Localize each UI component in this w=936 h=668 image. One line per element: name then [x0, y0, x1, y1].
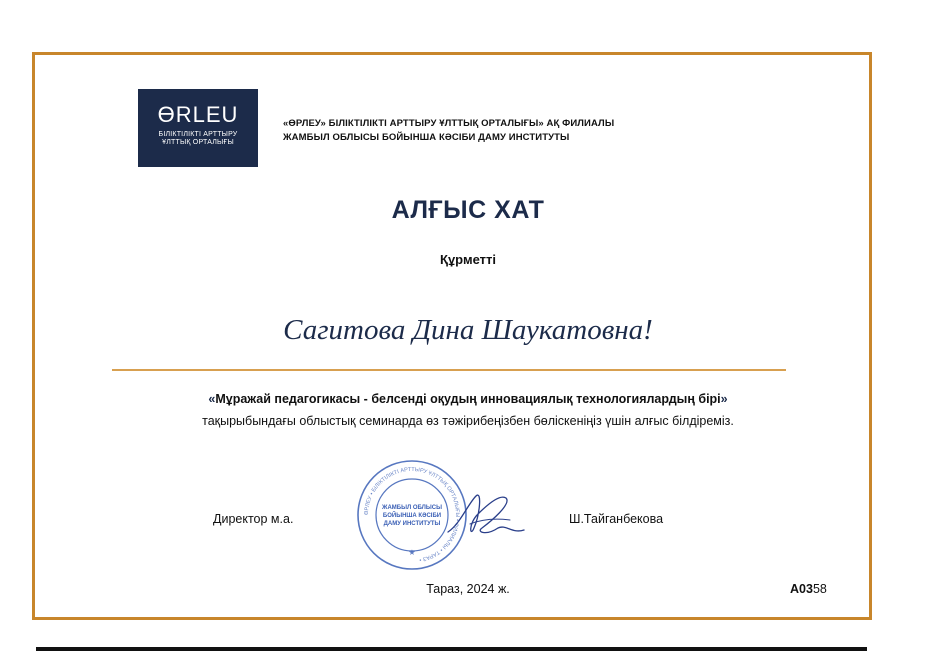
header-line2: ЖАМБЫЛ ОБЛЫСЫ БОЙЫНША КӘСІБИ ДАМУ ИНСТИТУТЫ: [283, 132, 570, 143]
topic-open-quote: «: [208, 392, 216, 406]
logo-wordmark: ƟRLEU: [157, 102, 239, 127]
salutation: Құрметті: [440, 252, 496, 267]
logo-subtitle-line2: ҰЛТТЫҚ ОРТАЛЫҒЫ: [162, 139, 234, 146]
svg-text:★: ★: [408, 548, 416, 557]
bottom-rule: [36, 647, 867, 651]
logo-subtitle-line1: БІЛІКТІЛІКТІ АРТТЫРУ: [158, 131, 238, 138]
stamp-line1: ЖАМБЫЛ ОБЛЫСЫ: [382, 505, 442, 511]
topic-close-quote: »: [720, 392, 728, 406]
handwritten-signature: [440, 484, 530, 546]
signer-position: Директор м.а.: [213, 512, 294, 526]
place-and-date: Тараз, 2024 ж.: [426, 582, 510, 596]
recipient-name: Сагитова Дина Шаукатовна!: [283, 314, 653, 346]
organization-header: [283, 117, 614, 145]
orleu-logo: [138, 89, 258, 167]
topic-text: Мұражай педагогикасы - белсенді оқудың инновациялық технологиялардың бірі: [215, 392, 721, 406]
document-number-suffix: 58: [812, 582, 827, 596]
svg-text:ӨРЛЕУ • БІЛІКТІЛІКТІ АРТТЫРУ Ұ: ӨРЛЕУ • БІЛІКТІЛІКТІ АРТТЫРУ ҰЛТТЫҚ ОРТАЛЫҒЫ • ФИЛИАЛЫ • ТАРАЗ •: [363, 466, 461, 563]
divider-line: [112, 369, 786, 371]
gratitude-text: тақырыбындағы облыстық семинарда өз тәжірибеңізбен бөлiскеніңіз үшін алғыс білдіреміз.: [202, 414, 734, 428]
document-title: АЛҒЫС ХАТ: [391, 196, 545, 224]
logo-subtitle: [138, 131, 258, 147]
header-line1: «ӨРЛЕУ» БІЛІКТІЛІКТІ АРТТЫРУ ҰЛТТЫҚ ОРТАЛЫҒЫ» АҚ ФИЛИАЛЫ: [283, 118, 615, 129]
stamp-line2: БОЙЫНША КӘСІБИ: [382, 513, 442, 519]
signer-name: Ш.Тайганбекова: [569, 512, 664, 526]
document-number-prefix: А03: [790, 582, 813, 596]
document-number: [790, 582, 827, 596]
stamp-line3: ДАМУ ИНСТИТУТЫ: [383, 521, 441, 527]
seminar-topic: [0, 392, 936, 406]
